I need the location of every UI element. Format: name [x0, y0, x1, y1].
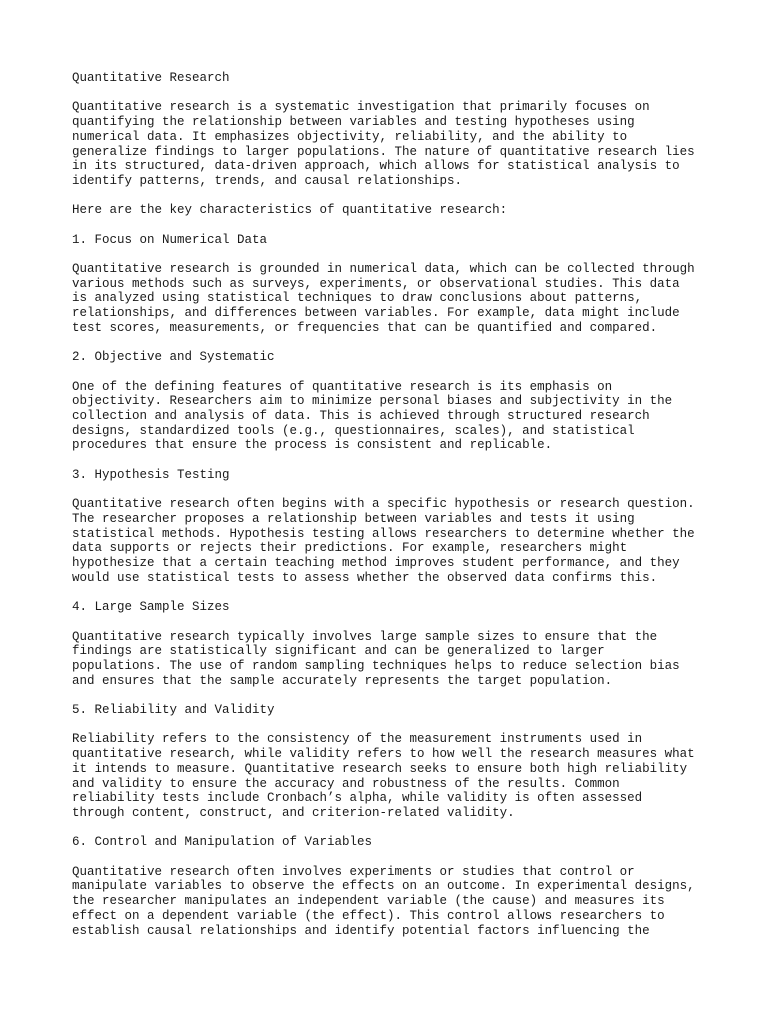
section-heading-control: 6. Control and Manipulation of Variables [72, 835, 373, 850]
characteristics-intro: Here are the key characteristics of quantitative research: [72, 203, 508, 218]
section-paragraph-objective: One of the defining features of quantitative research is its emphasis on objectivity. Researchers aim to minimize personal biases and subjectivity in the collection and analysis of data. This is achieved through structured research designs, standardized tools (e.g., questionnaires, scales), and statistical procedures that ensure the process is consistent and replicable. [72, 379, 673, 453]
section-paragraph-control: Quantitative research often involves experiments or studies that control or manipulate variables to observe the effects on an outcome. In experimental designs, the researcher manipulates an independent variable (the cause) and measures its effect on a dependent variable (the effect). This control allows researchers to establish causal relationships and identify potential factors influencing the [72, 864, 695, 938]
section-paragraph-sample-sizes: Quantitative research typically involves large sample sizes to ensure that the findings are statistically significant and can be generalized to larger populations. The use of random sampling techniques helps to reduce selection bias and ensures that the sample accurately represents the target population. [72, 629, 680, 688]
intro-paragraph: Quantitative research is a systematic investigation that primarily focuses on quantifying the relationship between variables and testing hypotheses using numerical data. It emphasizes objectivity, reliability, and the ability to generalize findings to larger populations. The nature of quantitative research lies in its structured, data-driven approach, which allows for statistical analysis to identify patterns, trends, and causal relationships. [72, 100, 695, 188]
section-heading-objective: 2. Objective and Systematic [72, 350, 275, 365]
section-paragraph-hypothesis: Quantitative research often begins with a specific hypothesis or research question. The researcher proposes a relationship between variables and tests it using statistical methods. Hypothesis testing allows researchers to determine whether the data supports or rejects their predictions. For example, researchers might hypothesize that a certain teaching method improves student performance, and they would use statistical tests to assess whether the observed data confirms this. [72, 497, 695, 585]
section-heading-reliability: 5. Reliability and Validity [72, 703, 275, 718]
document-body [72, 71, 712, 953]
section-heading-hypothesis: 3. Hypothesis Testing [72, 467, 230, 482]
section-paragraph-numerical-data: Quantitative research is grounded in numerical data, which can be collected through various methods such as surveys, experiments, or observational studies. This data is analyzed using statistical techniques to draw conclusions about patterns, relationships, and differences between variables. For example, data might include test scores, measurements, or frequencies that can be quantified and compared. [72, 262, 695, 335]
section-heading-sample-sizes: 4. Large Sample Sizes [72, 600, 230, 615]
section-paragraph-reliability: Reliability refers to the consistency of the measurement instruments used in quantitative research, while validity refers to how well the research measures what it intends to measure. Quantitative research seeks to ensure both high reliability and validity to ensure the accuracy and robustness of the results. Common reliability tests include Cronbach’s alpha, while validity is often assessed through content, construct, and criterion-related validity. [72, 732, 695, 820]
section-heading-numerical-data: 1. Focus on Numerical Data [72, 232, 268, 247]
document-title: Quantitative Research [72, 71, 230, 85]
